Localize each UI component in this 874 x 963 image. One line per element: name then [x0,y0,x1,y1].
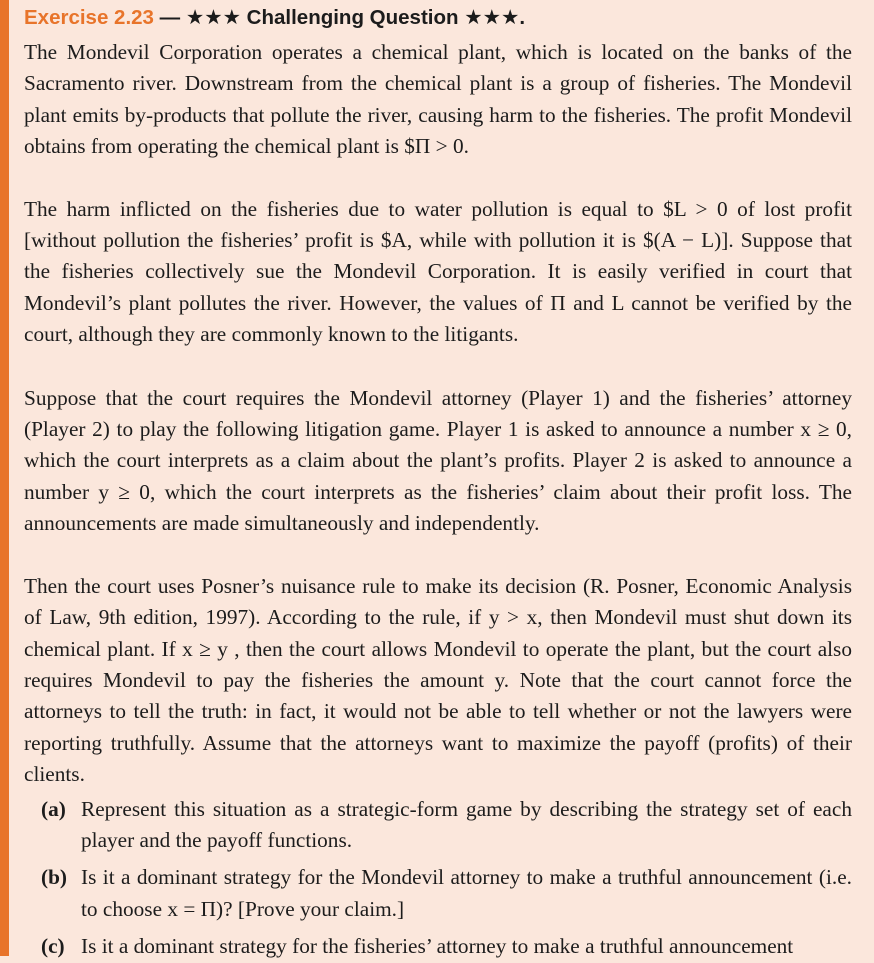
question-text: Represent this situation as a strategic-form game by describing the strategy set of each player and the payoff functions. [81,796,852,852]
question-c [24,931,852,962]
paragraph-harm: The harm inflicted on the fisheries due to water pollution is equal to $L > 0 of lost profit [without pollution the fisheries’ profit is $A, while with pollution it is $(A − L)]. Suppose that the fisheries collectively sue the Mondevil Corporation. It is easily verified in court that Mondevil’s plant pollutes the river. However, the values of Π and L cannot be verified by the court, although they are commonly known to the litigants. [24,196,852,347]
question-label: (b) [41,865,68,890]
question-label: (c) [41,934,65,959]
exercise-content [24,0,852,963]
exercise-difficulty: — ★★★ Challenging Question ★★★. [153,6,526,29]
paragraph-intro: The Mondevil Corporation operates a chemical plant, which is located on the banks of the Sacramento river. Downstream from the chemical plant is a group of fisheries. The Mondevil plant emits by-products that pollute the river, causing harm to the fisheries. The profit Mondevil obtains from operating the chemical plant is $Π > 0. [24,40,852,159]
exercise-number: Exercise 2.23 [24,6,154,29]
paragraph-game: Suppose that the court requires the Mondevil attorney (Player 1) and the fisheries’ attorney (Player 2) to play the following litigation game. Player 1 is asked to announce a number x ≥ 0, which the court interprets as a claim about the plant’s profits. Player 2 is asked to announce a number y ≥ 0, which the court interprets as the fisheries’ claim about their profit loss. The announcements are made simultaneously and independently. [24,385,852,536]
question-text: Is it a dominant strategy for the Mondevil attorney to make a truthful announcement (i.e. to choose x = Π)? [Prove your claim.] [81,865,852,921]
accent-bar [0,0,9,956]
paragraph-rule: Then the court uses Posner’s nuisance rule to make its decision (R. Posner, Economic Analysis of Law, 9th edition, 1997). According to the rule, if y > x, then Mondevil must shut down its chemical plant. If x ≥ y , then the court allows Mondevil to operate the plant, but the court also requires Mondevil to pay the fisheries the amount y. Note that the court cannot force the attorneys to tell the truth: in fact, it would not be able to tell whether or not the lawyers were reporting truthfully. Assume that the attorneys want to maximize the payoff (profits) of their clients. [24,573,852,787]
question-text: Is it a dominant strategy for the fisheries’ attorney to make a truthful announcement [81,934,794,959]
exercise-header [24,5,852,31]
question-label: (a) [41,796,66,821]
question-a [24,794,852,857]
question-b [24,862,852,925]
